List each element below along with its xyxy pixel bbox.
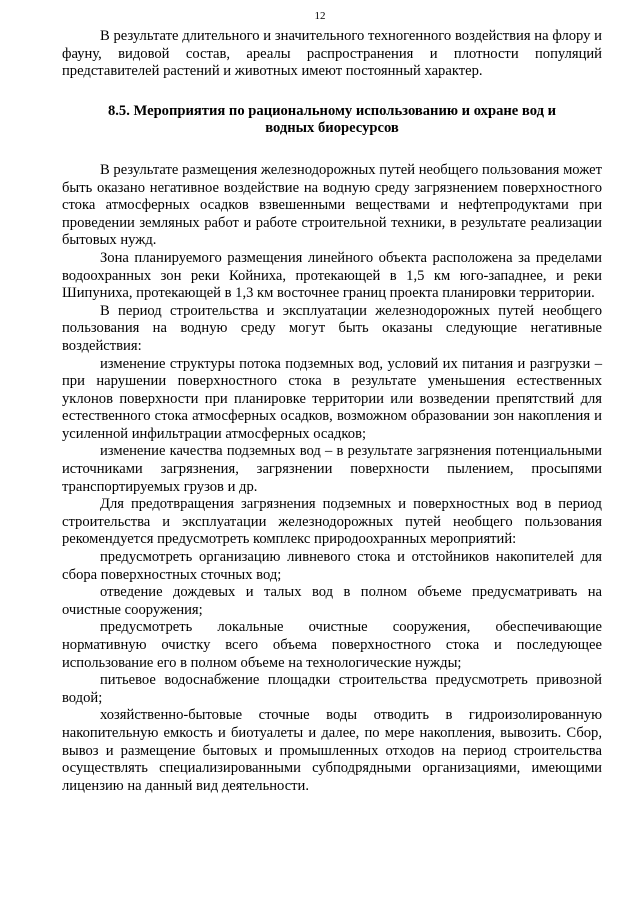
page-content [62,28,602,795]
list-item-wastewater-waste: хозяйственно-бытовые сточные воды отводить в гидроизолированную накопительную емкость и биотуалеты и далее, по мере накопления, вывозить. Сбор, вывоз и размещение бытовых и промышленных отходов на период строительства осуществлять специализированными субподрядными организациями, имеющими лицензию на данный вид деятельности. [62,707,602,794]
page-number: 12 [314,10,326,22]
list-item-groundwater-structure: изменение структуры потока подземных вод, условий их питания и разгрузки – при нарушении поверхностного стока в результате уменьшения естественных уклонов поверхности при планировке территории или возведении препятствий для естественного стока атмосферных осадков, возможном образовании зон накопления и усиленной инфильтрации атмосферных осадков; [62,355,602,442]
paragraph-negative-impacts-intro: В период строительства и эксплуатации железнодорожных путей необщего пользования на водную среду могут быть оказаны следующие негативные воздействия: [62,302,602,354]
paragraph-pollution-impact: В результате размещения железнодорожных путей необщего пользования может быть оказано негативное воздействие на водную среду загрязнением поверхностного стока атмосферных осадков взвешенными веществами и нефтепродуктами при проведении земляных работ и работе строительной техники, в результате реализации бытовых нужд. [62,161,602,249]
list-item-local-treatment: предусмотреть локальные очистные сооружения, обеспечивающие нормативную очистку всего объема поверхностного стока и последующее использование его в полном объеме на технологические нужды; [62,619,602,671]
section-heading: 8.5. Мероприятия по рациональному использованию и охране вод и водных биоресурсов [107,102,557,137]
paragraph-measures-intro: Для предотвращения загрязнения подземных и поверхностных вод в период строительства и эксплуатации железнодорожных путей необщего пользования рекомендуется предусмотреть комплекс природоохранных мероприятий: [62,496,602,548]
list-item-rain-meltwater: отведение дождевых и талых вод в полном объеме предусматривать на очистные сооружения; [62,584,602,618]
intro-paragraph: В результате длительного и значительного техногенного воздействия на флору и фауну, видовой состав, ареалы распространения и плотности популяций представителей растений и животных имеют постоянный характер. [62,28,602,80]
list-item-drinking-water: питьевое водоснабжение площадки строительства предусмотреть привозной водой; [62,672,602,706]
list-item-stormwater-collection: предусмотреть организацию ливневого стока и отстойников накопителей для сбора поверхностных сточных вод; [62,549,602,583]
list-item-groundwater-quality: изменение качества подземных вод – в результате загрязнения потенциальными источниками загрязнения, загрязнении поверхности пылением, просыпями транспортируемых грузов и др. [62,443,602,495]
paragraph-water-protection-zones: Зона планируемого размещения линейного объекта расположена за пределами водоохранных зон реки Койниха, протекающей в 1,5 км юго-западнее, и реки Шипуниха, протекающей в 1,3 км восточнее границ проекта планировки территории. [62,249,602,302]
